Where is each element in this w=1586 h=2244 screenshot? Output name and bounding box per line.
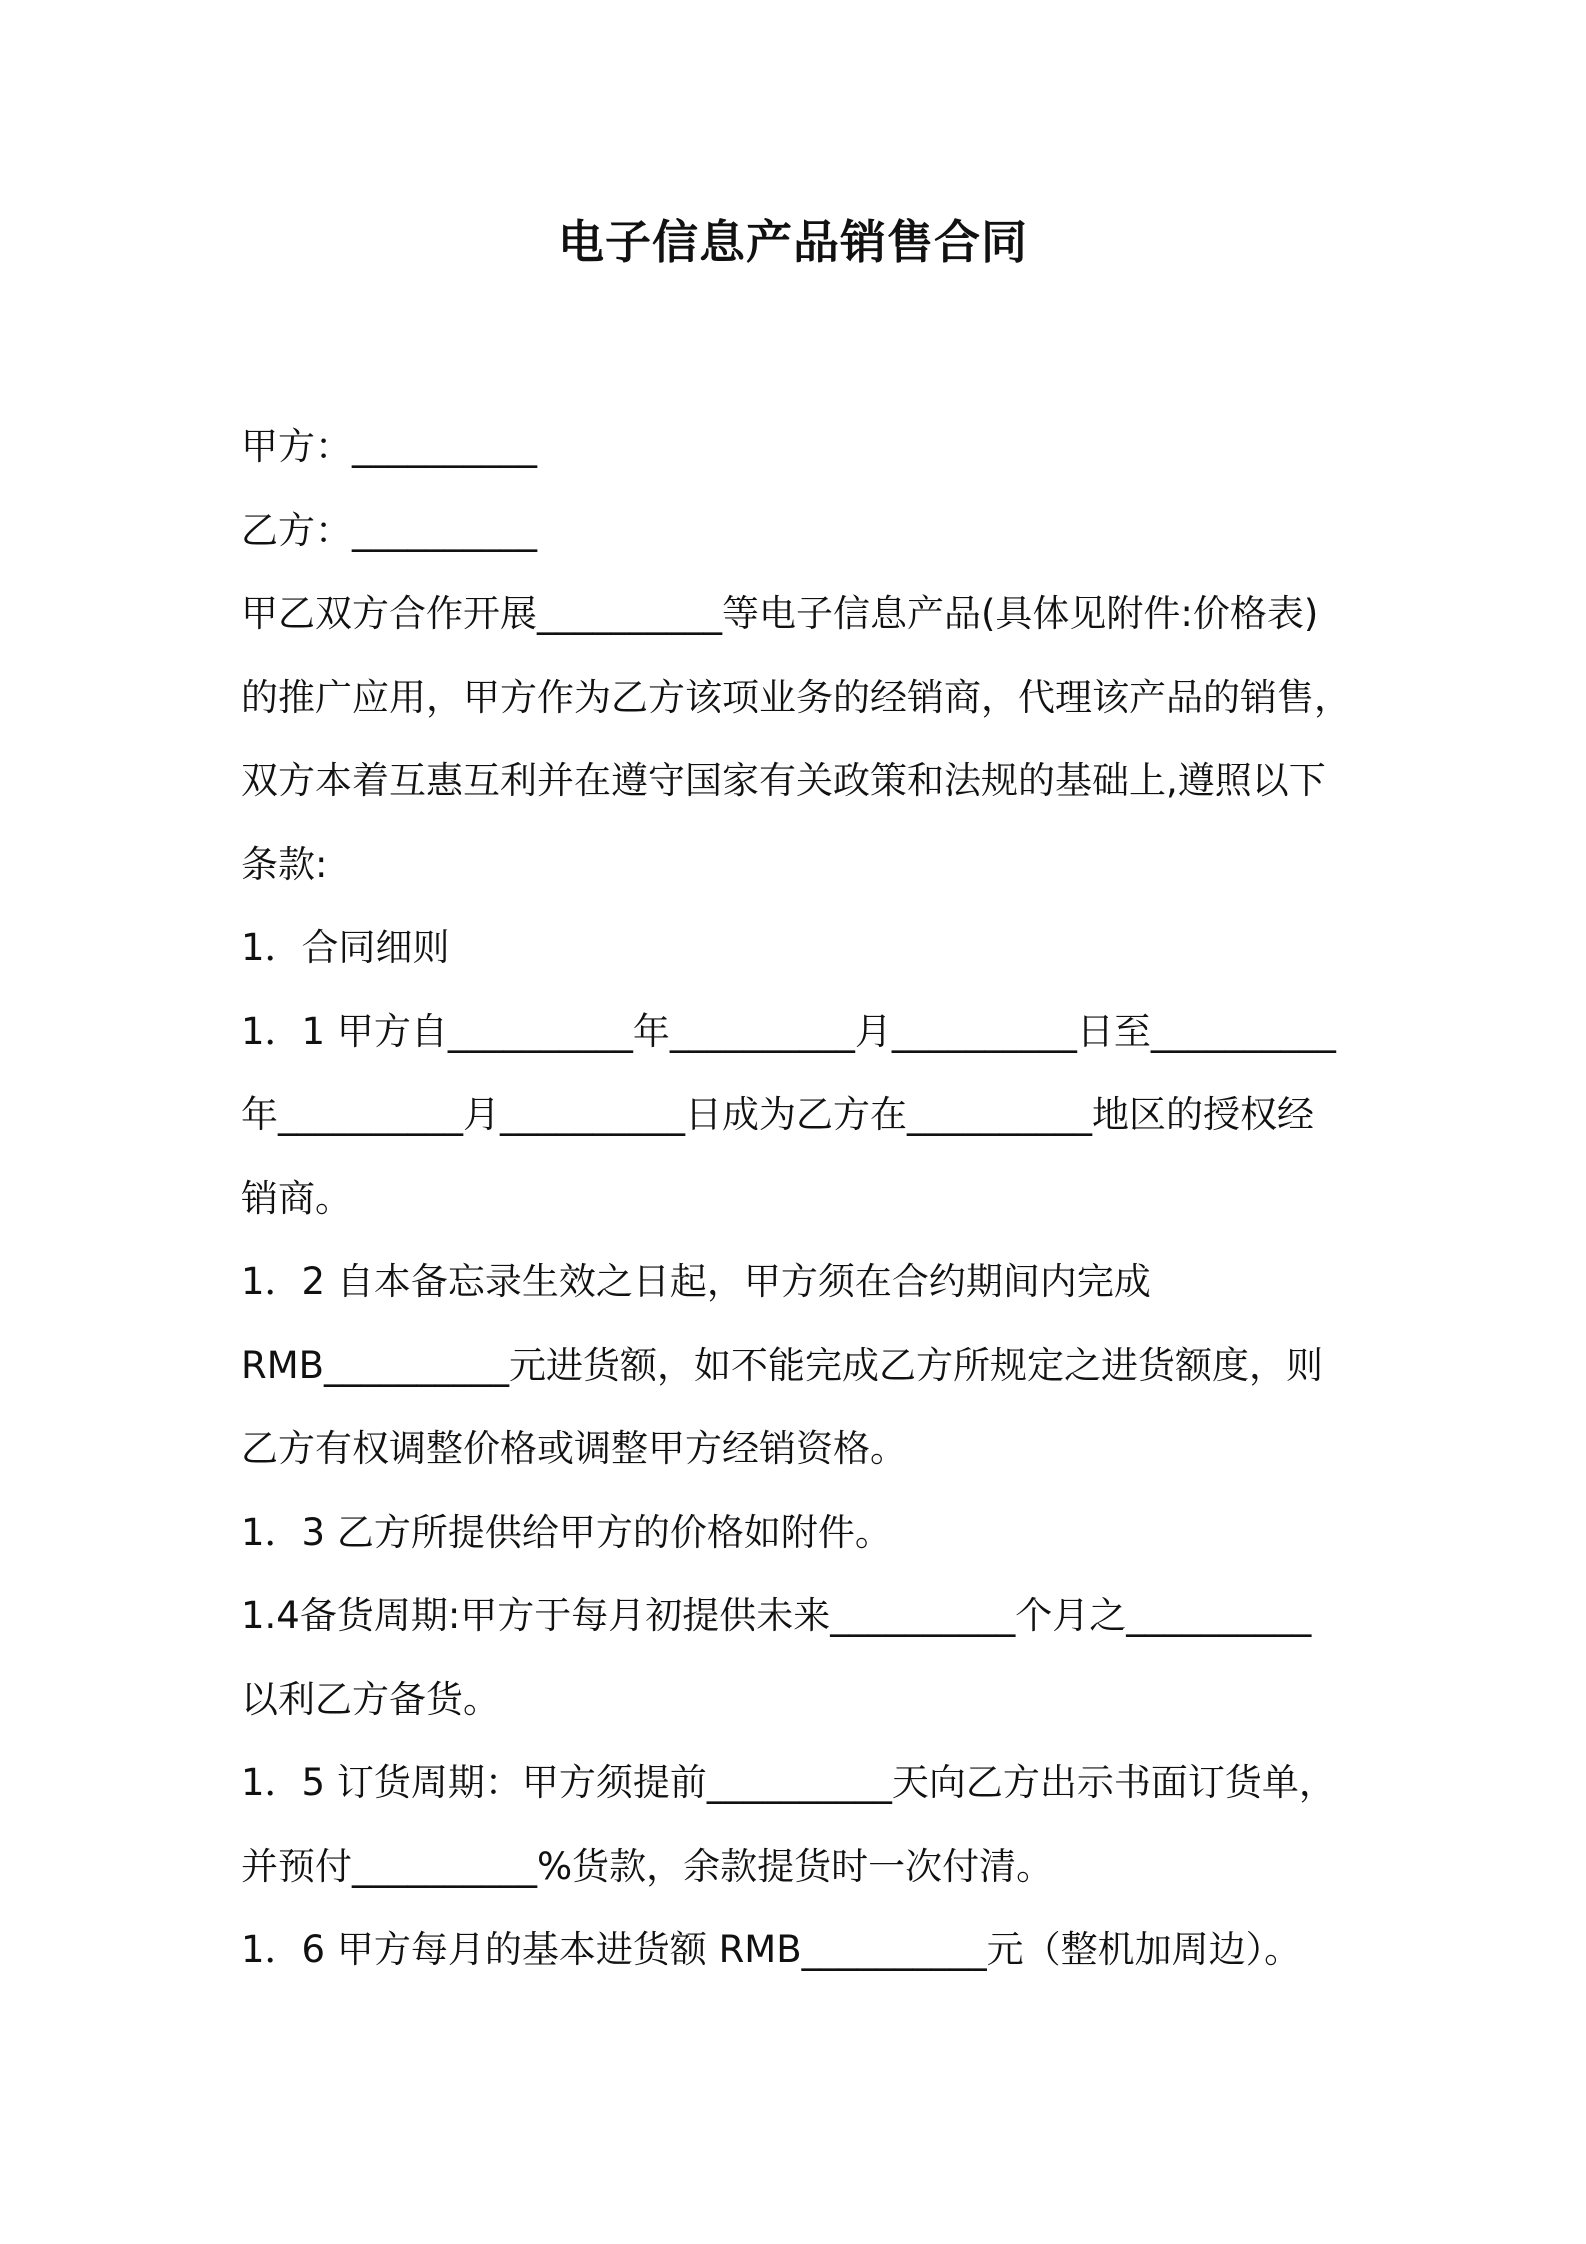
preamble-line: 双方本着互惠互利并在遵守国家有关政策和法规的基础上,遵照以下: [241, 759, 1326, 802]
document-title: 电子信息产品销售合同: [558, 215, 1028, 269]
clause-line: 1．2 自本备忘录生效之日起，甲方须在合约期间内完成: [241, 1260, 1151, 1303]
clause-line: 1．6 甲方每月的基本进货额 RMB__________元（整机加周边）。: [241, 1928, 1302, 1971]
party-b-line: 乙方：__________: [241, 508, 537, 552]
document-body: [241, 405, 1357, 1992]
clause-line: 以利乙方备货。: [241, 1677, 500, 1721]
clause-line: 年__________月__________日成为乙方在__________地区的授权经: [241, 1093, 1314, 1136]
clause-line: 销商。: [241, 1176, 352, 1220]
clause-line: 1．1 甲方自__________年__________月__________日至__________: [241, 1009, 1336, 1053]
clause-line: 1．3 乙方所提供给甲方的价格如附件。: [241, 1510, 892, 1554]
clause-line: 乙方有权调整价格或调整甲方经销资格。: [241, 1427, 907, 1470]
clause-line: 并预付__________%货款，余款提货时一次付清。: [241, 1844, 1054, 1888]
preamble-line: 甲乙双方合作开展__________等电子信息产品(具体见附件:价格表): [241, 592, 1319, 635]
party-a-line: 甲方：__________: [241, 425, 537, 468]
clause-line: 1.4备货周期:甲方于每月初提供未来__________个月之__________: [241, 1594, 1312, 1637]
section-heading: 1．合同细则: [241, 926, 450, 969]
preamble-line: 的推广应用，甲方作为乙方该项业务的经销商，代理该产品的销售，: [241, 675, 1351, 719]
clause-line: RMB__________元进货额，如不能完成乙方所规定之进货额度，则: [241, 1343, 1324, 1387]
preamble-line: 条款:: [241, 842, 328, 886]
clause-line: 1．5 订货周期：甲方须提前__________天向乙方出示书面订货单，: [241, 1761, 1336, 1804]
